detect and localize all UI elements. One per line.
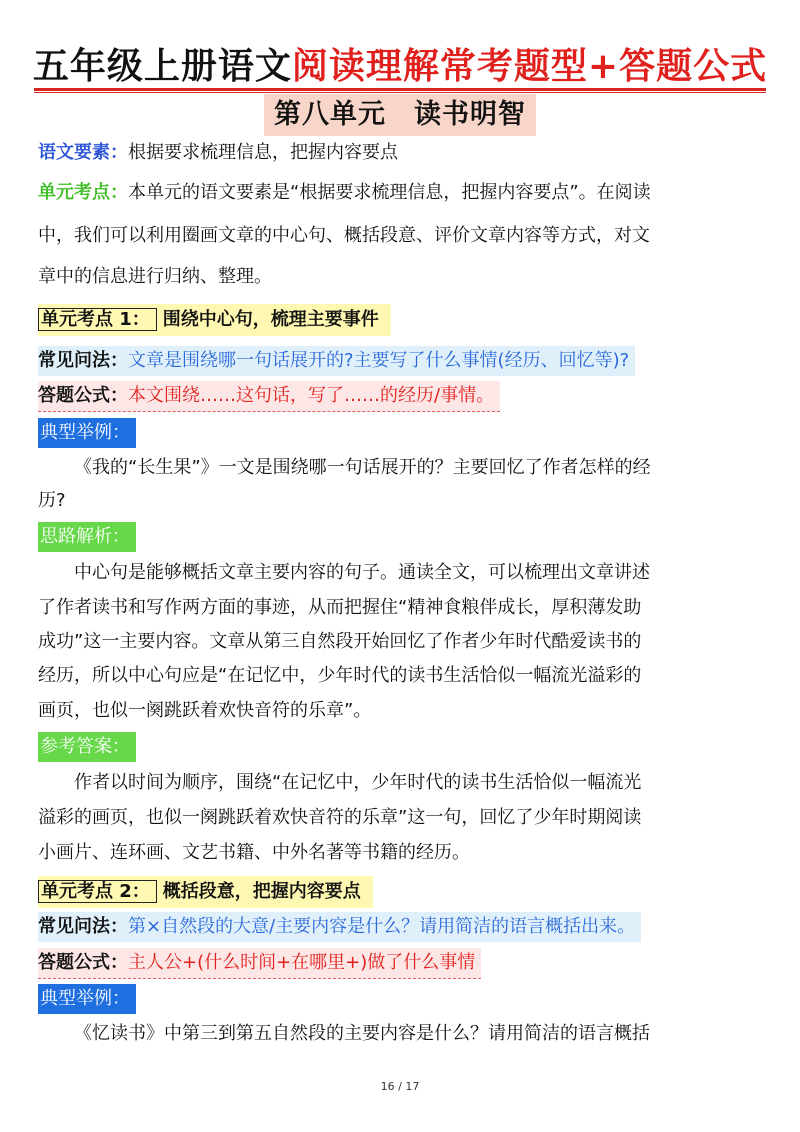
kd2-heading — [38, 876, 766, 908]
kd1-example-tag-line — [38, 418, 766, 448]
kd2-example-tag: 典型举例： — [38, 984, 136, 1014]
title-red-part: 阅读理解常考题型+答题公式 — [291, 46, 768, 87]
elements-label: 语文要素： — [38, 142, 128, 163]
kd2-question-line — [38, 912, 766, 942]
unit-points-label: 单元考点： — [38, 182, 128, 203]
kd2-formula-label: 答题公式： — [38, 952, 128, 973]
kd2-formula: 主人公+(什么时间+在哪里+)做了什么事情 — [128, 952, 476, 973]
unit-points-line-1 — [38, 178, 766, 208]
unit-title: 第八单元 读书明智 — [264, 94, 536, 136]
kd1-heading — [38, 304, 766, 336]
kd2-formula-line — [38, 948, 766, 979]
kd1-formula-label: 答题公式： — [38, 385, 128, 406]
kd2-label: 单元考点 2： — [38, 880, 157, 903]
kd2-text: 概括段意，把握内容要点 — [162, 881, 361, 902]
kd1-analysis-line-3: 成功”这一主要内容。文章从第三自然段开始回忆了作者少年时代酷爱读书的 — [38, 631, 642, 652]
kd1-example-line-1: 《我的“长生果”》一文是围绕哪一句话展开的？主要回忆了作者怎样的经 — [74, 457, 651, 478]
kd1-formula: 本文围绕……这句话，写了……的经历/事情。 — [128, 385, 495, 406]
kd2-example-line-1: 《忆读书》中第三到第五自然段的主要内容是什么？请用简洁的语言概括 — [74, 1023, 650, 1044]
kd1-analysis-tag-line — [38, 522, 766, 552]
kd1-question-label: 常见问法： — [38, 350, 128, 371]
kd2-question-label: 常见问法： — [38, 916, 128, 937]
kd1-formula-line — [38, 381, 766, 412]
kd1-answer-line-2: 溢彩的画页，也似一阕跳跃着欢快音符的乐章”这一句，回忆了少年时期阅读 — [38, 807, 642, 828]
kd1-answer-tag-line — [38, 732, 766, 762]
kd1-answer-tag: 参考答案： — [38, 732, 136, 762]
elements-line — [38, 138, 766, 168]
kd1-example-line-2: 历? — [38, 490, 66, 511]
page-number: 16 / 17 — [380, 1080, 420, 1093]
unit-points-line-3: 章中的信息进行归纳、整理。 — [38, 266, 272, 287]
unit-points-text-1: 本单元的语文要素是“根据要求梳理信息，把握内容要点”。在阅读 — [128, 182, 651, 203]
kd1-analysis-line-4: 经历，所以中心句应是“在记忆中，少年时代的读书生活恰似一幅流光溢彩的 — [38, 665, 642, 686]
title-divider-top — [34, 88, 766, 91]
kd2-example-tag-line — [38, 984, 766, 1014]
kd1-answer-line-1: 作者以时间为顺序，围绕“在记忆中，少年时代的读书生活恰似一幅流光 — [74, 772, 642, 793]
unit-points-line-2: 中，我们可以利用圈画文章的中心句、概括段意、评价文章内容等方式，对文 — [38, 225, 650, 246]
kd2-question: 第×自然段的大意/主要内容是什么？请用简洁的语言概括出来。 — [128, 916, 636, 937]
kd1-question-line — [38, 346, 766, 376]
kd1-analysis-line-2: 了作者读书和写作两方面的事迹，从而把握住“精神食粮伴成长，厚积薄发助 — [38, 597, 642, 618]
kd1-text: 围绕中心句，梳理主要事件 — [162, 309, 379, 330]
kd1-analysis-tag: 思路解析： — [38, 522, 136, 552]
title-divider-bottom — [34, 92, 766, 93]
kd1-question: 文章是围绕哪一句话展开的?主要写了什么事情(经历、回忆等)? — [128, 350, 630, 371]
kd1-analysis-line-5: 画页，也似一阕跳跃着欢快音符的乐章”。 — [38, 700, 372, 721]
kd1-label: 单元考点 1： — [38, 308, 157, 331]
page-title — [0, 38, 800, 89]
kd1-example-tag: 典型举例： — [38, 418, 136, 448]
title-black-part: 五年级上册语文 — [32, 46, 292, 87]
unit-title-row — [0, 94, 800, 136]
kd1-answer-line-3: 小画片、连环画、文艺书籍、中外名著等书籍的经历。 — [38, 842, 470, 863]
kd1-analysis-line-1: 中心句是能够概括文章主要内容的句子。通读全文，可以梳理出文章讲述 — [74, 562, 650, 583]
elements-text: 根据要求梳理信息，把握内容要点 — [128, 142, 398, 163]
